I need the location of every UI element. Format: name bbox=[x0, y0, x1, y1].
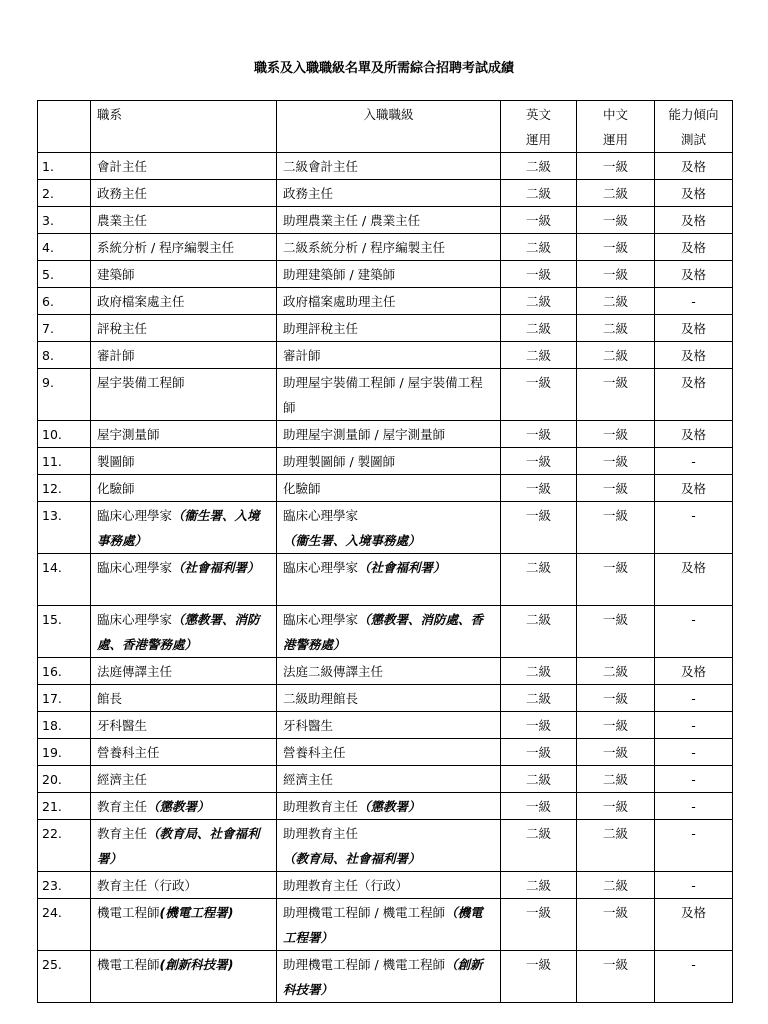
table-row bbox=[38, 766, 733, 793]
aptitude-result: - bbox=[655, 448, 733, 475]
chinese-level: 二級 bbox=[577, 766, 655, 793]
position-name: 政務主任 bbox=[97, 186, 148, 201]
table-row bbox=[38, 606, 733, 658]
english-level: 一級 bbox=[501, 207, 577, 234]
position-name: 屋宇測量師 bbox=[97, 427, 160, 442]
aptitude-result: 及格 bbox=[655, 658, 733, 685]
aptitude-result: 及格 bbox=[655, 153, 733, 180]
position-cell bbox=[91, 951, 277, 1003]
position-cell bbox=[91, 261, 277, 288]
row-number: 5. bbox=[38, 261, 91, 288]
aptitude-result: - bbox=[655, 820, 733, 872]
position-cell bbox=[91, 153, 277, 180]
aptitude-result: - bbox=[655, 793, 733, 820]
chinese-level: 一級 bbox=[577, 421, 655, 448]
position-cell bbox=[91, 421, 277, 448]
position-name: 政府檔案處主任 bbox=[97, 294, 185, 309]
aptitude-result: 及格 bbox=[655, 369, 733, 421]
rank-department: （機電工程署） bbox=[283, 905, 483, 945]
position-cell bbox=[91, 234, 277, 261]
table-row bbox=[38, 820, 733, 872]
position-cell bbox=[91, 606, 277, 658]
rank-name: 助理製圖師 / 製圖師 bbox=[283, 454, 396, 469]
position-name: 屋宇裝備工程師 bbox=[97, 375, 185, 390]
rank-name: 助理教育主任 bbox=[283, 826, 359, 841]
table-row bbox=[38, 502, 733, 554]
row-number: 24. bbox=[38, 899, 91, 951]
english-level: 一級 bbox=[501, 261, 577, 288]
row-number: 11. bbox=[38, 448, 91, 475]
header-number bbox=[38, 101, 91, 153]
aptitude-result: 及格 bbox=[655, 234, 733, 261]
table-row bbox=[38, 739, 733, 766]
rank-name: 政府檔案處助理主任 bbox=[283, 294, 396, 309]
position-cell bbox=[91, 766, 277, 793]
position-name: 機電工程師 bbox=[97, 905, 160, 920]
rank-cell bbox=[277, 951, 501, 1003]
rank-name: 二級系統分析 / 程序編製主任 bbox=[283, 240, 446, 255]
english-level: 一級 bbox=[501, 739, 577, 766]
english-level: 一級 bbox=[501, 502, 577, 554]
rank-name: 臨床心理學家 bbox=[283, 612, 359, 627]
row-number: 3. bbox=[38, 207, 91, 234]
position-name: 臨床心理學家 bbox=[97, 612, 173, 627]
header-english bbox=[501, 101, 577, 153]
rank-cell bbox=[277, 448, 501, 475]
english-level: 一級 bbox=[501, 951, 577, 1003]
chinese-level: 二級 bbox=[577, 315, 655, 342]
aptitude-result: - bbox=[655, 712, 733, 739]
english-level: 二級 bbox=[501, 606, 577, 658]
position-cell bbox=[91, 820, 277, 872]
rank-cell bbox=[277, 421, 501, 448]
rank-cell bbox=[277, 502, 501, 554]
rank-name: 二級助理館長 bbox=[283, 691, 359, 706]
recruitment-table bbox=[37, 100, 733, 1003]
aptitude-result: 及格 bbox=[655, 207, 733, 234]
chinese-level: 一級 bbox=[577, 261, 655, 288]
english-level: 一級 bbox=[501, 448, 577, 475]
chinese-level: 一級 bbox=[577, 951, 655, 1003]
row-number: 6. bbox=[38, 288, 91, 315]
table-row bbox=[38, 369, 733, 421]
chinese-level: 一級 bbox=[577, 448, 655, 475]
aptitude-result: 及格 bbox=[655, 342, 733, 369]
chinese-level: 二級 bbox=[577, 820, 655, 872]
english-level: 二級 bbox=[501, 685, 577, 712]
row-number: 15. bbox=[38, 606, 91, 658]
table-row bbox=[38, 475, 733, 502]
rank-name: 審計師 bbox=[283, 348, 321, 363]
row-number: 10. bbox=[38, 421, 91, 448]
row-number: 7. bbox=[38, 315, 91, 342]
aptitude-result: 及格 bbox=[655, 475, 733, 502]
header-position: 職系 bbox=[91, 101, 277, 153]
position-name: 法庭傳譯主任 bbox=[97, 664, 173, 679]
chinese-level: 一級 bbox=[577, 606, 655, 658]
header-aptitude-line1: 能力傾向 bbox=[668, 107, 719, 122]
position-cell bbox=[91, 475, 277, 502]
position-cell bbox=[91, 448, 277, 475]
english-level: 二級 bbox=[501, 153, 577, 180]
position-name: 化驗師 bbox=[97, 481, 135, 496]
chinese-level: 一級 bbox=[577, 793, 655, 820]
position-name: 臨床心理學家 bbox=[97, 508, 173, 523]
rank-cell bbox=[277, 899, 501, 951]
position-cell bbox=[91, 739, 277, 766]
position-cell bbox=[91, 342, 277, 369]
aptitude-result: 及格 bbox=[655, 899, 733, 951]
english-level: 二級 bbox=[501, 234, 577, 261]
rank-cell bbox=[277, 685, 501, 712]
position-cell bbox=[91, 180, 277, 207]
rank-cell bbox=[277, 315, 501, 342]
table-row bbox=[38, 315, 733, 342]
rank-name: 助理教育主任（行政） bbox=[283, 878, 409, 893]
rank-name: 助理機電工程師 / 機電工程師 bbox=[283, 905, 446, 920]
rank-name: 臨床心理學家 bbox=[283, 508, 359, 523]
aptitude-result: 及格 bbox=[655, 261, 733, 288]
table-row bbox=[38, 712, 733, 739]
aptitude-result: - bbox=[655, 766, 733, 793]
rank-name: 助理農業主任 / 農業主任 bbox=[283, 213, 421, 228]
rank-department: （創新科技署） bbox=[283, 957, 483, 997]
position-cell bbox=[91, 899, 277, 951]
chinese-level: 二級 bbox=[577, 342, 655, 369]
position-cell bbox=[91, 872, 277, 899]
position-name: 教育主任 bbox=[97, 826, 148, 841]
english-level: 一級 bbox=[501, 475, 577, 502]
row-number: 20. bbox=[38, 766, 91, 793]
position-department: （衞生署、入境事務處） bbox=[97, 508, 260, 548]
english-level: 一級 bbox=[501, 421, 577, 448]
english-level: 二級 bbox=[501, 288, 577, 315]
header-chinese bbox=[577, 101, 655, 153]
position-name: 教育主任（行政） bbox=[97, 878, 198, 893]
chinese-level: 一級 bbox=[577, 207, 655, 234]
position-department: （社會福利署） bbox=[172, 560, 260, 575]
rank-name: 助理機電工程師 / 機電工程師 bbox=[283, 957, 446, 972]
chinese-level: 一級 bbox=[577, 739, 655, 766]
row-number: 18. bbox=[38, 712, 91, 739]
position-name: 營養科主任 bbox=[97, 745, 160, 760]
position-name: 評稅主任 bbox=[97, 321, 148, 336]
rank-cell bbox=[277, 658, 501, 685]
english-level: 二級 bbox=[501, 766, 577, 793]
aptitude-result: - bbox=[655, 606, 733, 658]
table-row bbox=[38, 207, 733, 234]
rank-name: 助理評稅主任 bbox=[283, 321, 359, 336]
rank-cell bbox=[277, 207, 501, 234]
rank-name: 助理建築師 / 建築師 bbox=[283, 267, 396, 282]
rank-cell bbox=[277, 342, 501, 369]
row-number: 16. bbox=[38, 658, 91, 685]
position-name: 會計主任 bbox=[97, 159, 148, 174]
aptitude-result: - bbox=[655, 951, 733, 1003]
row-number: 23. bbox=[38, 872, 91, 899]
rank-name: 助理教育主任 bbox=[283, 799, 359, 814]
rank-department: （教育局、社會福利署） bbox=[283, 851, 421, 866]
aptitude-result: - bbox=[655, 685, 733, 712]
rank-cell bbox=[277, 793, 501, 820]
rank-department: （懲教署） bbox=[358, 799, 421, 814]
row-number: 21. bbox=[38, 793, 91, 820]
rank-name: 臨床心理學家 bbox=[283, 560, 359, 575]
position-cell bbox=[91, 288, 277, 315]
position-department: （懲教署） bbox=[147, 799, 210, 814]
chinese-level: 一級 bbox=[577, 899, 655, 951]
row-number: 1. bbox=[38, 153, 91, 180]
position-name: 建築師 bbox=[97, 267, 135, 282]
position-name: 審計師 bbox=[97, 348, 135, 363]
chinese-level: 一級 bbox=[577, 153, 655, 180]
header-chinese-line2: 運用 bbox=[602, 132, 628, 147]
header-aptitude bbox=[655, 101, 733, 153]
rank-cell bbox=[277, 369, 501, 421]
english-level: 一級 bbox=[501, 369, 577, 421]
rank-cell bbox=[277, 820, 501, 872]
aptitude-result: 及格 bbox=[655, 421, 733, 448]
rank-name: 助理屋宇測量師 / 屋宇測量師 bbox=[283, 427, 446, 442]
rank-cell bbox=[277, 554, 501, 606]
table-row bbox=[38, 899, 733, 951]
row-number: 25. bbox=[38, 951, 91, 1003]
rank-name: 法庭二級傳譯主任 bbox=[283, 664, 384, 679]
header-chinese-line1: 中文 bbox=[602, 107, 628, 122]
table-row bbox=[38, 658, 733, 685]
position-department: （懲教署、消防處、香港警務處） bbox=[97, 612, 260, 652]
position-cell bbox=[91, 685, 277, 712]
chinese-level: 一級 bbox=[577, 712, 655, 739]
english-level: 二級 bbox=[501, 658, 577, 685]
rank-name: 二級會計主任 bbox=[283, 159, 359, 174]
row-number: 2. bbox=[38, 180, 91, 207]
rank-name: 經濟主任 bbox=[283, 772, 334, 787]
position-name: 製圖師 bbox=[97, 454, 135, 469]
aptitude-result: - bbox=[655, 502, 733, 554]
rank-cell bbox=[277, 180, 501, 207]
rank-name: 化驗師 bbox=[283, 481, 321, 496]
table-row bbox=[38, 342, 733, 369]
rank-name: 政務主任 bbox=[283, 186, 334, 201]
rank-name: 牙科醫生 bbox=[283, 718, 334, 733]
position-cell bbox=[91, 554, 277, 606]
row-number: 9. bbox=[38, 369, 91, 421]
row-number: 12. bbox=[38, 475, 91, 502]
chinese-level: 一級 bbox=[577, 475, 655, 502]
rank-cell bbox=[277, 766, 501, 793]
aptitude-result: - bbox=[655, 872, 733, 899]
header-row bbox=[38, 101, 733, 153]
position-cell bbox=[91, 369, 277, 421]
english-level: 一級 bbox=[501, 899, 577, 951]
position-name: 農業主任 bbox=[97, 213, 148, 228]
position-cell bbox=[91, 315, 277, 342]
chinese-level: 一級 bbox=[577, 502, 655, 554]
position-cell bbox=[91, 793, 277, 820]
table-row bbox=[38, 261, 733, 288]
row-number: 19. bbox=[38, 739, 91, 766]
table-row bbox=[38, 448, 733, 475]
row-number: 8. bbox=[38, 342, 91, 369]
row-number: 14. bbox=[38, 554, 91, 606]
position-department: (機電工程署) bbox=[159, 905, 234, 920]
english-level: 一級 bbox=[501, 712, 577, 739]
rank-cell bbox=[277, 712, 501, 739]
position-name: 機電工程師 bbox=[97, 957, 160, 972]
position-cell bbox=[91, 712, 277, 739]
table-row bbox=[38, 288, 733, 315]
aptitude-result: - bbox=[655, 288, 733, 315]
chinese-level: 一級 bbox=[577, 685, 655, 712]
rank-cell bbox=[277, 739, 501, 766]
english-level: 一級 bbox=[501, 793, 577, 820]
rank-cell bbox=[277, 288, 501, 315]
rank-name: 營養科主任 bbox=[283, 745, 346, 760]
header-english-line1: 英文 bbox=[525, 107, 551, 122]
aptitude-result: 及格 bbox=[655, 315, 733, 342]
chinese-level: 一級 bbox=[577, 369, 655, 421]
rank-department: （懲教署、消防處、香港警務處） bbox=[283, 612, 484, 652]
english-level: 二級 bbox=[501, 180, 577, 207]
table-row bbox=[38, 180, 733, 207]
table-row bbox=[38, 234, 733, 261]
chinese-level: 二級 bbox=[577, 288, 655, 315]
rank-cell bbox=[277, 475, 501, 502]
position-name: 系統分析 / 程序編製主任 bbox=[97, 240, 235, 255]
english-level: 二級 bbox=[501, 315, 577, 342]
header-english-line2: 運用 bbox=[525, 132, 551, 147]
table-row bbox=[38, 951, 733, 1003]
chinese-level: 二級 bbox=[577, 180, 655, 207]
chinese-level: 一級 bbox=[577, 554, 655, 606]
row-number: 4. bbox=[38, 234, 91, 261]
table-row bbox=[38, 153, 733, 180]
page-title: 職系及入職職級名單及所需綜合招聘考試成績 bbox=[253, 61, 514, 76]
header-aptitude-line2: 測試 bbox=[680, 132, 706, 147]
position-cell bbox=[91, 658, 277, 685]
row-number: 22. bbox=[38, 820, 91, 872]
rank-cell bbox=[277, 234, 501, 261]
chinese-level: 一級 bbox=[577, 234, 655, 261]
chinese-level: 二級 bbox=[577, 872, 655, 899]
position-name: 館長 bbox=[97, 691, 123, 706]
position-cell bbox=[91, 207, 277, 234]
table-row bbox=[38, 421, 733, 448]
english-level: 二級 bbox=[501, 820, 577, 872]
rank-cell bbox=[277, 872, 501, 899]
rank-department: （社會福利署） bbox=[358, 560, 446, 575]
table-row bbox=[38, 554, 733, 606]
rank-cell bbox=[277, 261, 501, 288]
position-department: （教育局、社會福利署） bbox=[97, 826, 260, 866]
position-cell bbox=[91, 502, 277, 554]
aptitude-result: 及格 bbox=[655, 180, 733, 207]
row-number: 13. bbox=[38, 502, 91, 554]
rank-department: （衞生署、入境事務處） bbox=[283, 533, 421, 548]
row-number: 17. bbox=[38, 685, 91, 712]
table-row bbox=[38, 793, 733, 820]
position-name: 教育主任 bbox=[97, 799, 148, 814]
position-name: 牙科醫生 bbox=[97, 718, 148, 733]
english-level: 二級 bbox=[501, 554, 577, 606]
aptitude-result: 及格 bbox=[655, 554, 733, 606]
rank-cell bbox=[277, 606, 501, 658]
rank-name: 助理屋宇裝備工程師 / 屋宇裝備工程師 bbox=[283, 375, 483, 415]
table-row bbox=[38, 872, 733, 899]
chinese-level: 二級 bbox=[577, 658, 655, 685]
rank-cell bbox=[277, 153, 501, 180]
header-rank: 入職職級 bbox=[277, 101, 501, 153]
position-name: 臨床心理學家 bbox=[97, 560, 173, 575]
english-level: 二級 bbox=[501, 342, 577, 369]
english-level: 二級 bbox=[501, 872, 577, 899]
position-department: (創新科技署) bbox=[159, 957, 234, 972]
table-row bbox=[38, 685, 733, 712]
aptitude-result: - bbox=[655, 739, 733, 766]
position-name: 經濟主任 bbox=[97, 772, 148, 787]
